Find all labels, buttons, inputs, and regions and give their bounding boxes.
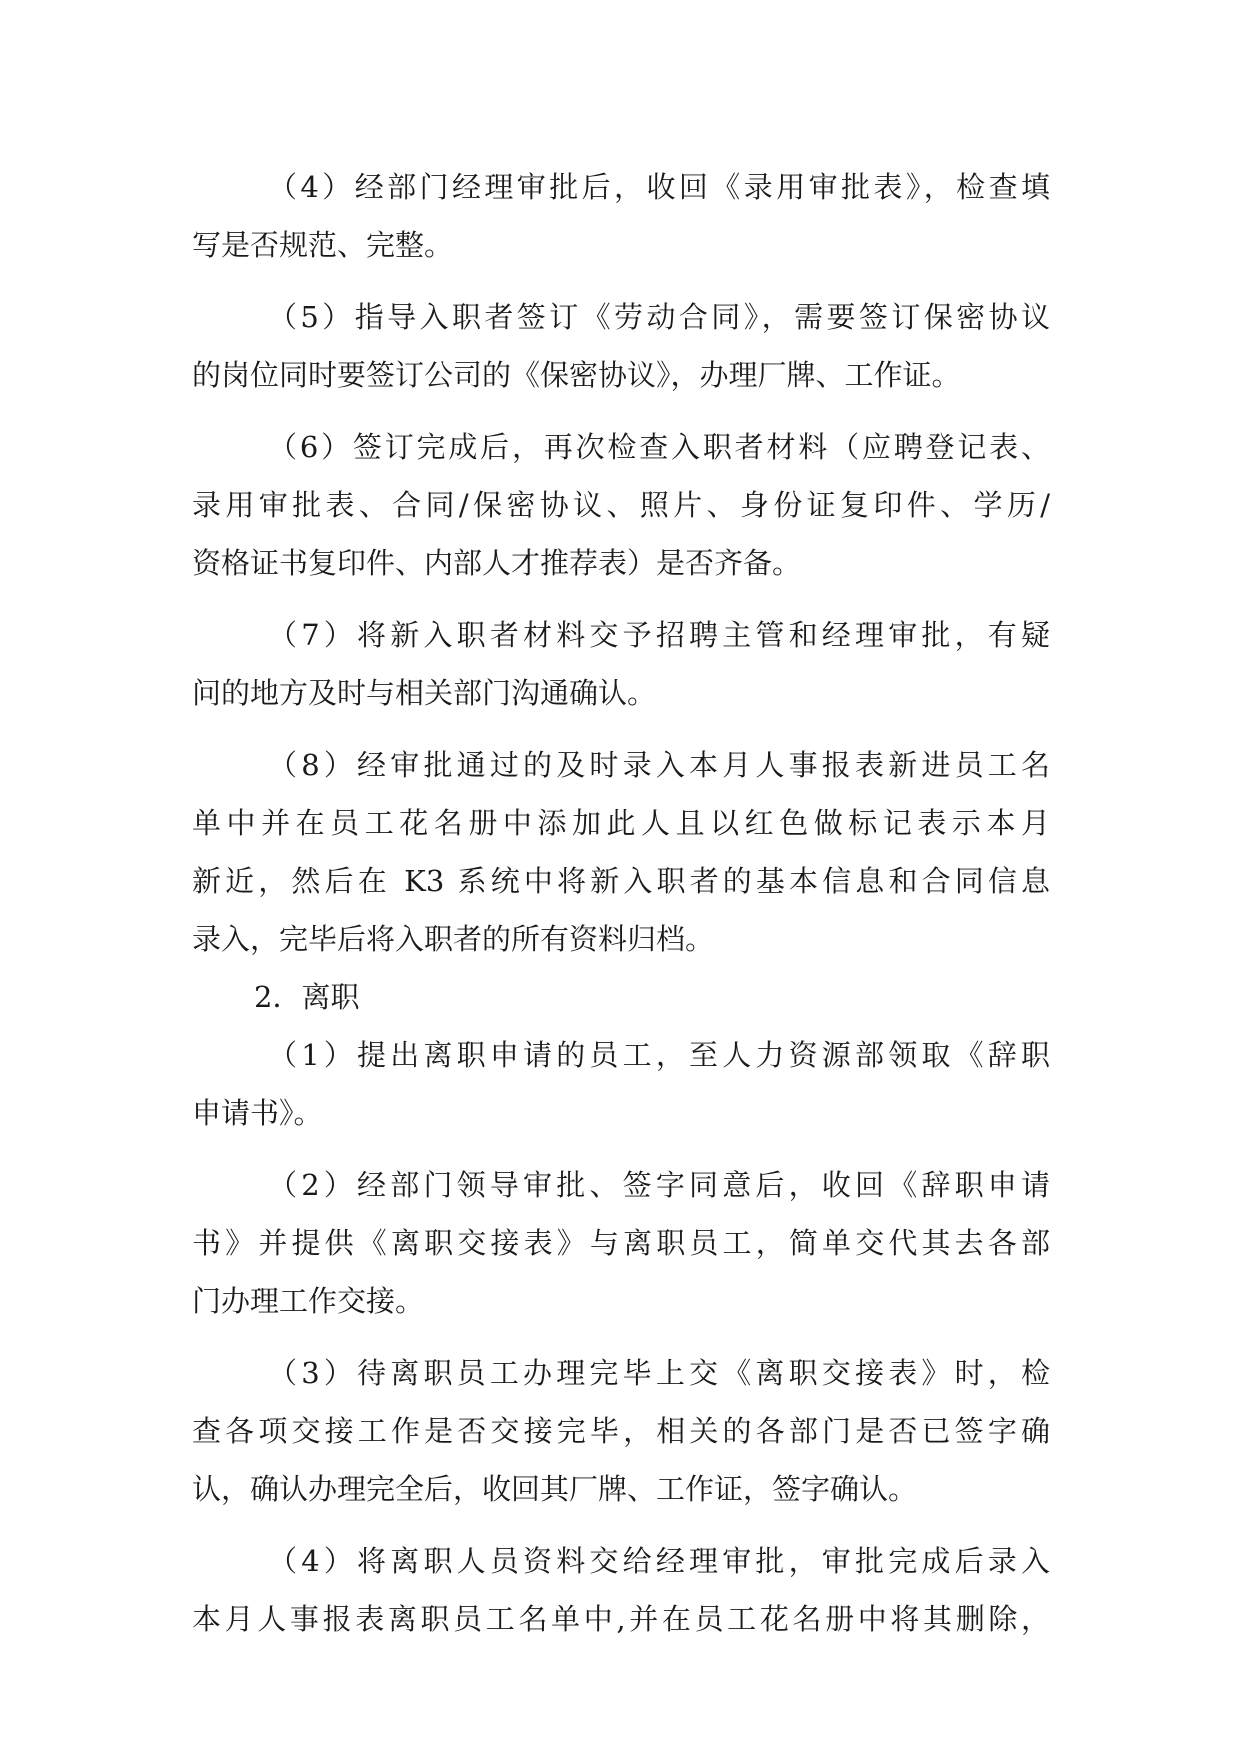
- paragraph-line: （2）经部门领导审批、签字同意后，收回《辞职申请: [268, 1168, 1050, 1202]
- paragraph-line: 书》并提供《离职交接表》与离职员工，简单交代其去各部: [192, 1226, 1050, 1260]
- paragraph-line: （3）待离职员工办理完毕上交《离职交接表》时，检: [268, 1356, 1050, 1390]
- paragraph-3: [192, 418, 1050, 592]
- paragraph-line: （4）经部门经理审批后，收回《录用审批表》，检查填: [268, 170, 1050, 204]
- paragraph-2: [192, 288, 1050, 404]
- paragraph-line: 的岗位同时要签订公司的《保密协议》，办理厂牌、工作证。: [192, 358, 961, 392]
- paragraph-line: 查各项交接工作是否交接完毕，相关的各部门是否已签字确: [192, 1414, 1050, 1448]
- paragraph-5: [192, 736, 1050, 968]
- paragraph-line: 录用审批表、合同/保密协议、照片、身份证复印件、学历/: [192, 488, 1050, 522]
- paragraph-6: [192, 1026, 1050, 1142]
- paragraph-line: （1）提出离职申请的员工，至人力资源部领取《辞职: [268, 1038, 1050, 1072]
- paragraph-8: [192, 1344, 1050, 1518]
- paragraph-line: 认，确认办理完全后，收回其厂牌、工作证，签字确认。: [192, 1472, 918, 1506]
- paragraph-4: [192, 606, 1050, 722]
- paragraph-line: 问的地方及时与相关部门沟通确认。: [192, 676, 657, 710]
- paragraph-line: 门办理工作交接。: [192, 1284, 425, 1318]
- section-heading-resignation: [192, 968, 1050, 1026]
- section-heading: 2．离职: [254, 980, 360, 1014]
- paragraph-1: [192, 158, 1050, 274]
- paragraph-line: （7）将新入职者材料交予招聘主管和经理审批，有疑: [268, 618, 1050, 652]
- paragraph-line: 单中并在员工花名册中添加此人且以红色做标记表示本月: [192, 806, 1050, 840]
- paragraph-line: （4）将离职人员资料交给经理审批，审批完成后录入: [268, 1544, 1050, 1578]
- paragraph-line: 本月人事报表离职员工名单中,并在员工花名册中将其删除，: [192, 1602, 1050, 1636]
- paragraph-line: （5）指导入职者签订《劳动合同》，需要签订保密协议: [268, 300, 1050, 334]
- paragraph-line: 录入，完毕后将入职者的所有资料归档。: [192, 922, 715, 956]
- paragraph-line: （8）经审批通过的及时录入本月人事报表新进员工名: [268, 748, 1050, 782]
- paragraph-7: [192, 1156, 1050, 1330]
- paragraph-line: 新近，然后在 K3 系统中将新入职者的基本信息和合同信息: [192, 864, 1050, 898]
- paragraph-line: 申请书》。: [192, 1096, 323, 1130]
- document-body: [192, 158, 1050, 1648]
- paragraph-line: 资格证书复印件、内部人才推荐表）是否齐备。: [192, 546, 802, 580]
- paragraph-line: 写是否规范、完整。: [192, 228, 454, 262]
- paragraph-9: [192, 1532, 1050, 1648]
- paragraph-line: （6）签订完成后，再次检查入职者材料（应聘登记表、: [268, 430, 1050, 464]
